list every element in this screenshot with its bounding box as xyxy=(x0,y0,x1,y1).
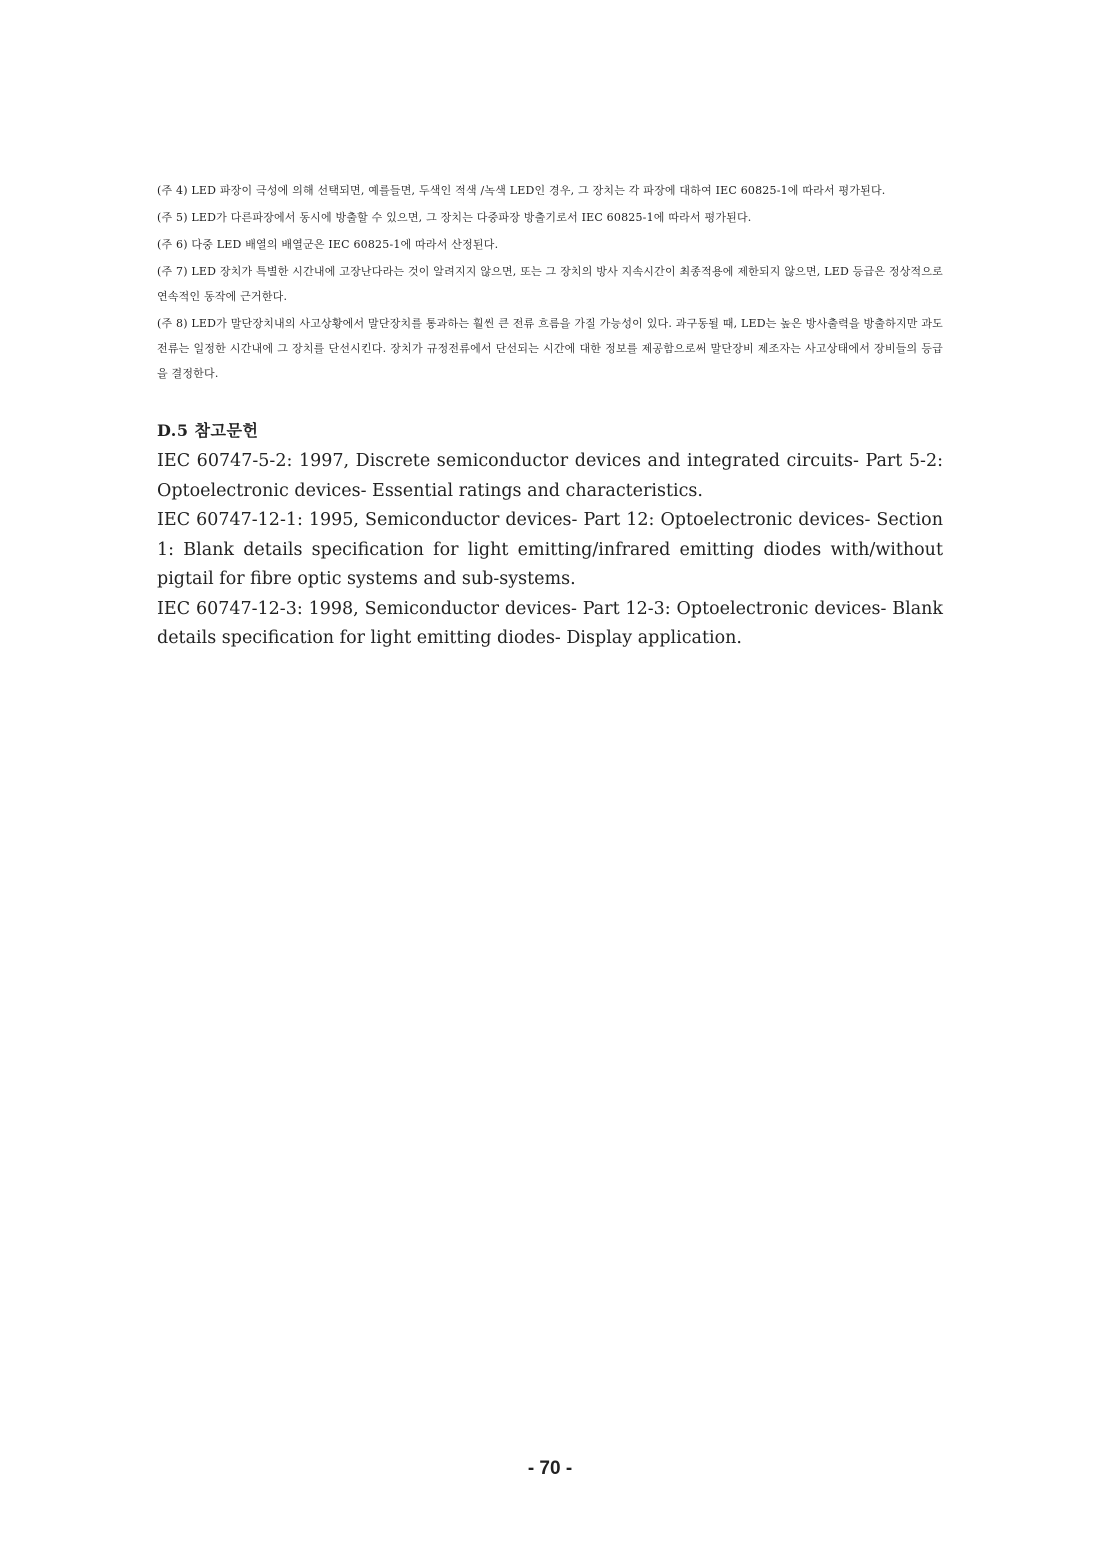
notes-block xyxy=(157,178,943,386)
section-heading: D.5 참고문헌 xyxy=(157,421,259,440)
references-block xyxy=(157,447,943,654)
reference-item: IEC 60747-12-1: 1995, Semiconductor devices- Part 12: Optoelectronic devices- Section 1: Blank details specification for light emitting/infrared emitting diodes with/without pigtail for fibre optic systems and sub-systems. xyxy=(157,510,943,589)
note-5: (주 5) LED가 다른파장에서 동시에 방출할 수 있으면, 그 장치는 다중파장 방출기로서 IEC 60825-1에 따라서 평가된다. xyxy=(157,211,752,224)
document-page xyxy=(157,178,943,654)
note-8: (주 8) LED가 말단장치내의 사고상황에서 말단장치를 통과하는 훨씬 큰 전류 흐름을 가질 가능성이 있다. 과구동될 때, LED는 높은 방사출력을 방출하지만 과도전류는 일정한 시간내에 그 장치를 단선시킨다. 장치가 규정전류에서 단선되는 시간에 대한 정보를 제공함으로써 말단장비 제조자는 사고상태에서 장비들의 등급을 결정한다. xyxy=(157,317,943,380)
reference-item: IEC 60747-5-2: 1997, Discrete semiconductor devices and integrated circuits- Part 5-2: Optoelectronic devices- Essential ratings and characteristics. xyxy=(157,451,943,501)
reference-item: IEC 60747-12-3: 1998, Semiconductor devices- Part 12-3: Optoelectronic devices- Blank details specification for light emitting diodes- Display application. xyxy=(157,598,943,648)
note-4: (주 4) LED 파장이 극성에 의해 선택되면, 예를들면, 두색인 적색 /녹색 LED인 경우, 그 장치는 각 파장에 대하여 IEC 60825-1에 따라서 평가된다. xyxy=(157,184,886,197)
note-7: (주 7) LED 장치가 특별한 시간내에 고장난다라는 것이 알려지지 않으면, 또는 그 장치의 방사 지속시간이 최종적용에 제한되지 않으면, LED 등급은 정상적으로 연속적인 동작에 근거한다. xyxy=(157,265,943,303)
page-number: - 70 - xyxy=(527,1458,573,1479)
note-6: (주 6) 다중 LED 배열의 배열군은 IEC 60825-1에 따라서 산정된다. xyxy=(157,238,499,251)
